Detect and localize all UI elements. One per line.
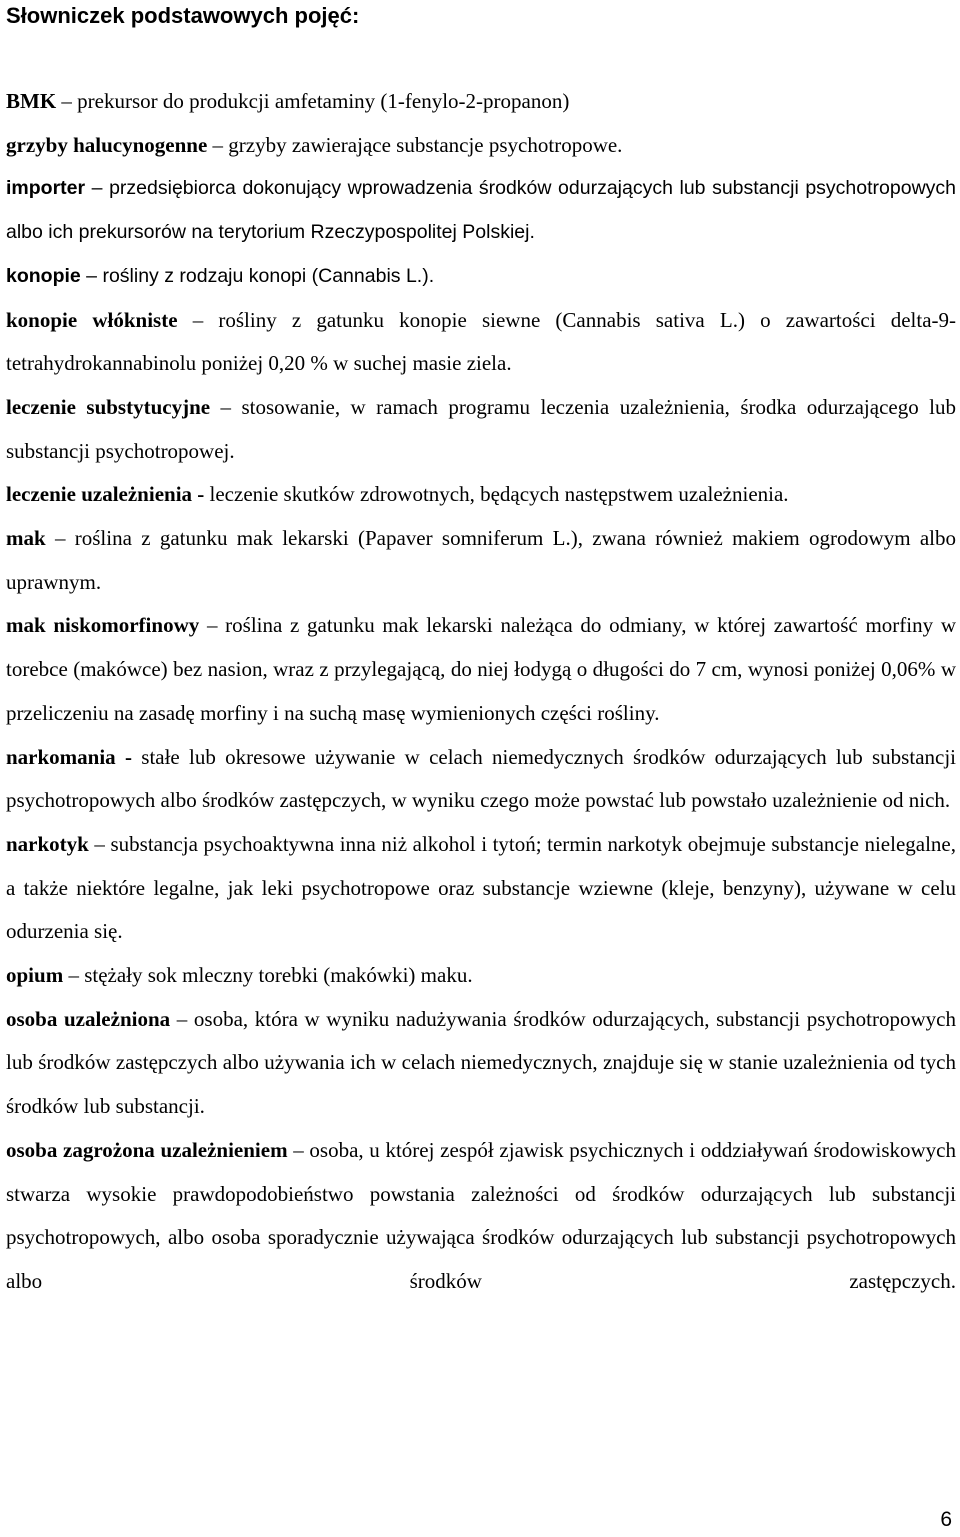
entry-definition: przedsiębiorca dokonujący wprowadzenia środków odurzających lub substancji psychotropowych albo ich prekursorów na terytorium Rzeczypospolitej Polskiej.	[6, 177, 956, 244]
entry-separator: –	[63, 963, 85, 988]
glossary-entry-grzyby-halucynogenne	[6, 124, 956, 168]
entry-term: osoba uzależniona	[6, 1006, 171, 1031]
entry-separator: –	[210, 394, 242, 419]
glossary-entry-osoba-zagrozona-uzaleznieniem	[6, 1129, 956, 1304]
glossary-entry-importer	[6, 167, 956, 254]
glossary-list	[6, 80, 956, 1304]
entry-term: mak	[6, 526, 46, 551]
entry-definition: rośliny z rodzaju konopi (Cannabis L.).	[102, 264, 435, 287]
entry-separator: –	[88, 831, 111, 856]
entry-term: BMK	[6, 89, 57, 113]
entry-separator	[132, 745, 141, 769]
entry-definition: osoba, u której zespół zjawisk psychicznych i oddziaływań środowiskowych stwarza wysokie prawdopodobieństwo powstania zależności od środków odurzających lub substancji psychotropowych, albo osoba sporadycznie używająca środków odurzających lub substancji psychotropowych albo środków zastępczych.	[6, 1137, 956, 1293]
glossary-entry-osoba-uzalezniona	[6, 998, 956, 1129]
entry-separator: –	[287, 1137, 310, 1162]
glossary-entry-leczenie-uzaleznienia	[6, 473, 956, 517]
entry-term: konopie	[6, 264, 81, 287]
glossary-entry-narkotyk	[6, 823, 956, 954]
entry-definition: leczenie skutków zdrowotnych, będących następstwem uzależnienia.	[209, 482, 789, 507]
glossary-entry-mak	[6, 517, 956, 604]
entry-separator: –	[85, 177, 110, 200]
entry-term: mak niskomorfinowy	[6, 613, 200, 638]
entry-separator: –	[56, 89, 78, 113]
entry-term: leczenie substytucyjne	[6, 394, 211, 419]
entry-term: konopie włókniste	[6, 307, 178, 332]
entry-separator: –	[207, 132, 229, 157]
glossary-entry-konopie-wlokniste	[6, 299, 956, 386]
entry-definition: stałe lub okresowe używanie w celach niemedycznych środków odurzających lub substancji psychotropowych albo środków zastępczych, w wyniku czego może powstać lub powstało uzależnienie od nich.	[6, 744, 956, 813]
entry-separator: –	[80, 264, 103, 287]
glossary-entry-narkomania	[6, 736, 956, 823]
glossary-entry-mak-niskomorfinowy	[6, 604, 956, 735]
entry-definition: substancja psychoaktywna inna niż alkohol i tytoń; termin narkotyk obejmuje substancje nielegalne, a także niektóre legalne, jak leki psychotropowe oraz substancje wziewne (kleje, benzyny), używane w celu odurzenia się.	[6, 831, 957, 944]
entry-term: importer	[6, 177, 86, 200]
entry-separator: –	[177, 307, 219, 332]
entry-definition: stosowanie, w ramach programu leczenia uzależnienia, środka odurzającego lub substancji psychotropowej.	[6, 394, 956, 463]
glossary-entry-bmk	[6, 80, 956, 124]
entry-definition: stężały sok mleczny torebki (makówki) maku.	[84, 963, 473, 988]
entry-term: grzyby halucynogenne	[6, 132, 208, 157]
entry-term: narkomania -	[6, 744, 132, 769]
entry-definition: rośliny z gatunku konopie siewne (Cannabis sativa L.) o zawartości delta-9-tetrahydrokannabinolu poniżej 0,20 % w suchej masie ziela.	[6, 307, 957, 376]
glossary-entry-leczenie-substytucyjne	[6, 386, 956, 473]
entry-separator: –	[199, 613, 226, 638]
entry-separator: –	[170, 1006, 194, 1031]
entry-term: narkotyk	[6, 831, 89, 856]
entry-term: osoba zagrożona uzależnieniem	[6, 1137, 288, 1162]
glossary-entry-opium	[6, 954, 956, 998]
page-number: 6	[940, 1508, 952, 1531]
entry-definition: prekursor do produkcji amfetaminy (1-fenylo-2-propanon)	[77, 89, 570, 113]
entry-definition: grzyby zawierające substancje psychotropowe.	[228, 132, 623, 157]
entry-definition: roślina z gatunku mak lekarski należąca do odmiany, w której zawartość morfiny w torebce (makówce) bez nasion, wraz z przylegającą, do niej łodygą o długości do 7 cm, wynosi poniżej 0,06% w przeliczeniu na zasadę morfiny i na suchą masę wymienionych części rośliny.	[6, 613, 956, 725]
entry-separator: –	[45, 526, 75, 551]
entry-definition: roślina z gatunku mak lekarski (Papaver somniferum L.), zwana również makiem ogrodowym albo uprawnym.	[6, 526, 956, 594]
glossary-entry-konopie	[6, 255, 956, 299]
entry-term: leczenie uzależnienia -	[6, 482, 205, 507]
entry-term: opium	[6, 963, 64, 988]
entry-definition: osoba, która w wyniku nadużywania środków odurzających, substancji psychotropowych lub środków zastępczych albo używania ich w celach niemedycznych, znajduje się w stanie uzależnienia od tych środków lub substancji.	[6, 1006, 956, 1119]
page-title: Słowniczek podstawowych pojęć:	[6, 3, 360, 28]
